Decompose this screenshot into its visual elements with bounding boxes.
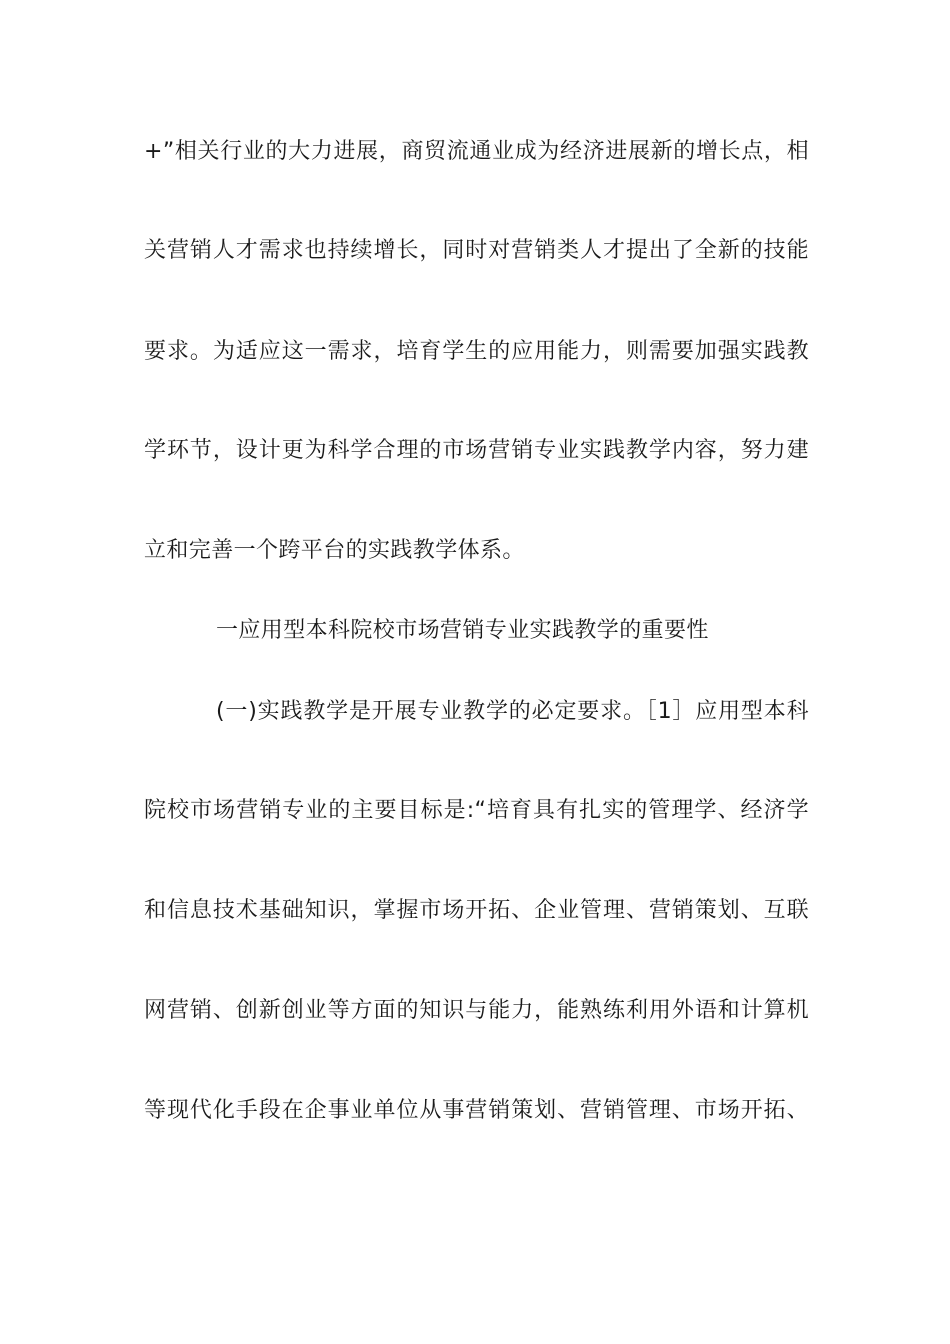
body-text-line: +”相关行业的大力进展，商贸流通业成为经济进展新的增长点，相 [144, 139, 809, 164]
body-text-line: 和信息技术基础知识，掌握市场开拓、企业管理、营销策划、互联 [144, 898, 809, 923]
body-text-line: 要求。为适应这一需求，培育学生的应用能力，则需要加强实践教 [144, 339, 809, 364]
section-heading: 一应用型本科院校市场营销专业实践教学的重要性 [216, 618, 709, 643]
body-text-line: 学环节，设计更为科学合理的市场营销专业实践教学内容，努力建 [144, 438, 809, 463]
body-text-line: 关营销人才需求也持续增长，同时对营销类人才提出了全新的技能 [144, 238, 809, 263]
subsection-heading-line: (一)实践教学是开展专业教学的必定要求。［1］应用型本科 [216, 699, 809, 724]
body-text-line: 立和完善一个跨平台的实践教学体系。 [144, 538, 525, 563]
body-text-line: 院校市场营销专业的主要目标是:“培育具有扎实的管理学、经济学 [144, 798, 809, 823]
body-text-line: 等现代化手段在企事业单位从事营销策划、营销管理、市场开拓、 [144, 1098, 809, 1123]
body-text-line: 网营销、创新创业等方面的知识与能力，能熟练利用外语和计算机 [144, 998, 809, 1023]
